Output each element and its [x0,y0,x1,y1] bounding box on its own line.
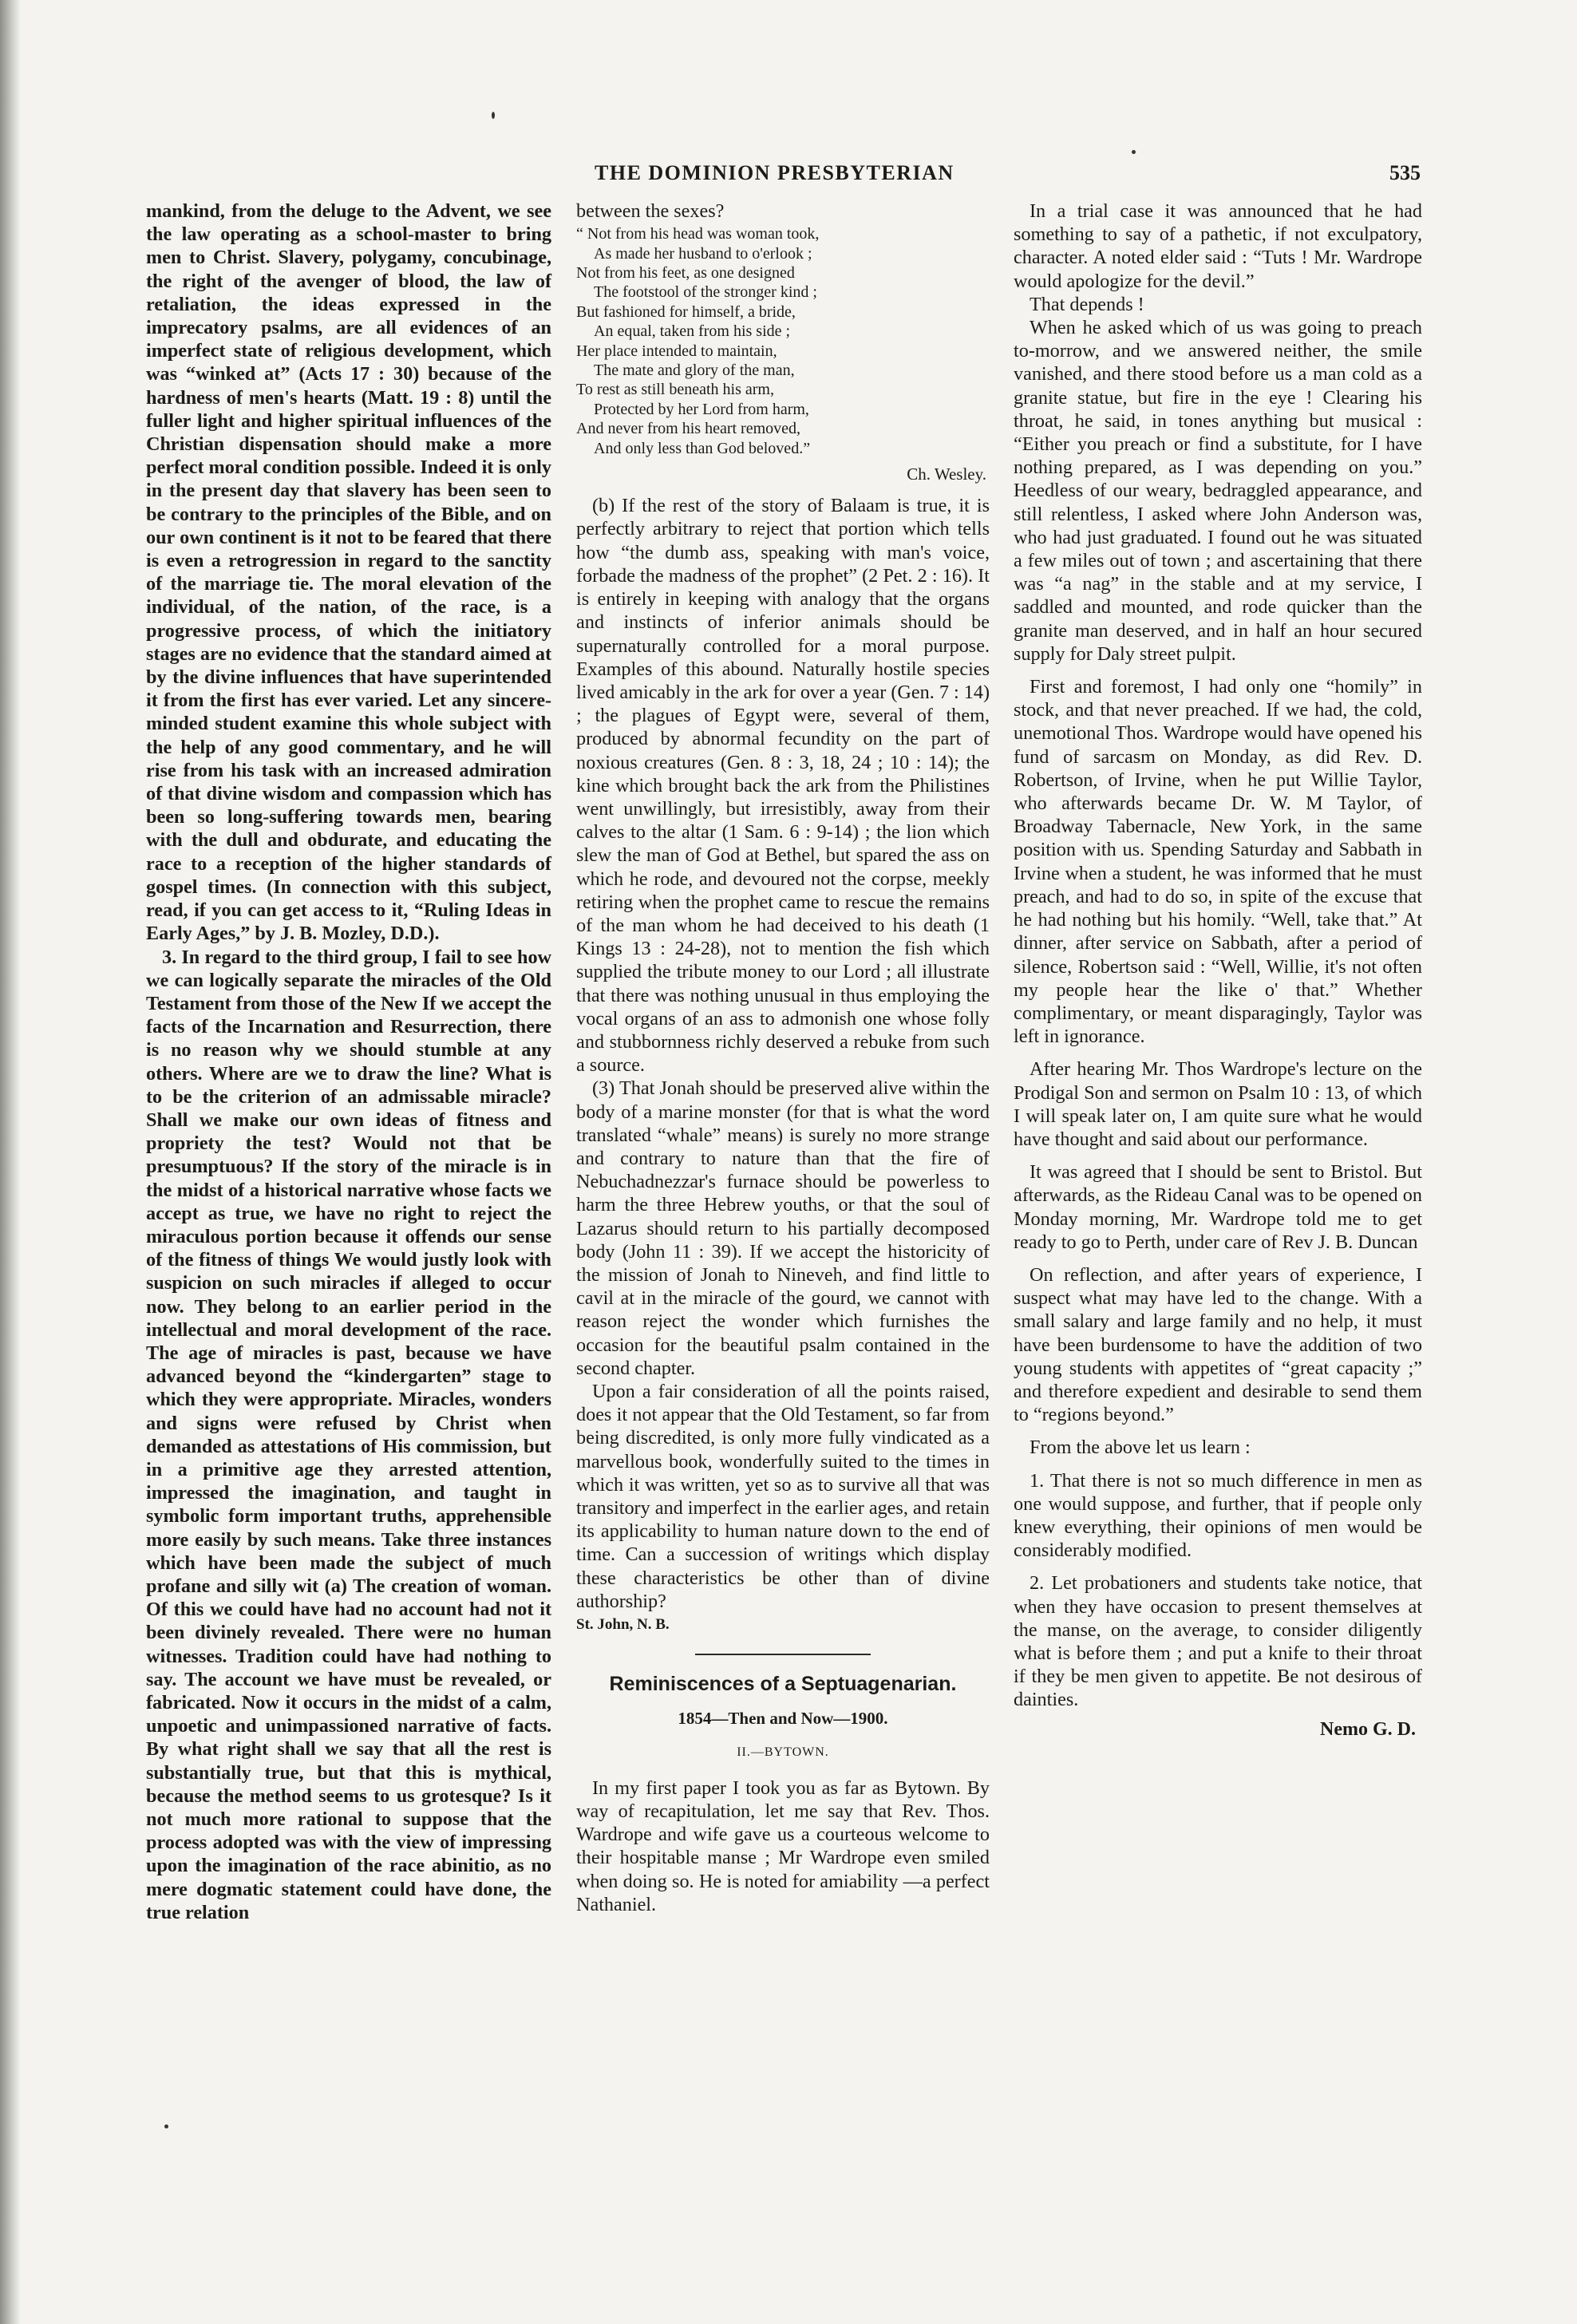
paragraph: 2. Let probationers and students take notice, that when they have occasion to present themselves at the manse, on the average, to consider diligently what is before them ; and put a knife to their throat if they be men given to appetite. Be not desirous of dainties. [1014,1572,1422,1711]
section-number: II.—BYTOWN. [737,1745,829,1759]
paragraph: (3) That Jonah should be preserved alive within the body of a marine monster (for that is what the word translated “whale” means) is surely no more strange and contrary to nature than that the fire of Nebuchadnezzar's furnace should be powerless to harm the three Hebrew youths, or that the soul of Lazarus should return to his partially decomposed body (John 11 : 39). If we accept the historicity of the mission of Jonah to Nineveh, and find little to cavil at in the miracle of the gourd, we cannot with reason reject the wonder which furnishes the occasion for the beautiful psalm contained in the second chapter. [576,1077,990,1379]
ink-speck [164,2124,168,2128]
section-subtitle: 1854—Then and Now—1900. [678,1709,888,1729]
paragraph: 1. That there is not so much difference in men as one would suppose, and further, that if people only knew everything, their opinions of men would be considerably modified. [1014,1469,1422,1562]
poem-line: Not from his feet, as one designed [576,264,795,283]
page-binding-edge [0,0,21,2324]
poem-line: As made her husband to o'erlook ; [594,244,812,263]
paragraph: First and foremost, I had only one “homily” in stock, and that never preached. If we had, the cold, unemotional Thos. Wardrope would have opened his fund of sarcasm on Monday, as did Rev. D. Robertson, of Irvine, when he put Willie Taylor, who afterwards became Dr. W. M Taylor, of Broadway Tabernacle, New York, in the same position with us. Spending Saturday and Sabbath in Irvine when a student, he was informed that he must preach, and had to do so, in spite of the excuse that he had nothing but his homily. “Well, take that.” At dinner, after service on Sabbath, after a period of silence, Robertson said : “Well, Willie, it's not often my people hear the like o' that.” Whether complimentary, or meant disparagingly, Taylor was left in ignorance. [1014,676,1422,1048]
column-2 [576,200,990,1916]
paragraph: between the sexes? [576,200,725,222]
poem-line: An equal, taken from his side ; [594,322,791,341]
poem-line: And only less than God beloved.” [594,439,811,457]
poem-line: And never from his heart removed, [576,420,801,438]
poem-line: To rest as still beneath his arm, [576,381,774,399]
paragraph: Upon a fair consideration of all the points raised, does it not appear that the Old Testament, so far from being discredited, is only more fully vindicated as a marvellous book, wonderfully suited to the times in which it was written, yet so as to survive all that was transitory and imperfect in the earlier ages, and retain its applicability to human nature down to the end of time. Can a succession of writings which display these characteristics be other than of divine authorship? [576,1381,990,1612]
paragraph: In my first paper I took you as far as Bytown. By way of recapitulation, let me say that Rev. Thos. Wardrope and wife gave us a courteous welcome to their hospitable manse ; Mr Wardrope even smiled when doing so. He is noted for amiability —a perfect Nathaniel. [576,1777,990,1915]
poem-line: The mate and glory of the man, [594,362,795,380]
paragraph: That depends ! [1030,293,1144,315]
poem-line: “ Not from his head was woman took, [576,225,820,243]
place-signoff: St. John, N. B. [576,1616,670,1634]
poem [576,224,990,458]
ink-speck [492,112,495,119]
ink-speck [1132,150,1136,154]
author-signature: Nemo G. D. [1320,1718,1416,1740]
paragraph: When he asked which of us was going to preach to-morrow, and we answered neither, the smile vanished, and there stood before us a man cold as a granite statue, but fire in the eye ! Clearing his throat, he said, in tones anything but musical : “Either you preach or find a substitute, for I have nothing prepared, as I was depending on you.” Heedless of our weary, bedraggled appearance, and still relentless, I asked where John Anderson was, who had just graduated. I found out he was situated a few miles out of town ; and ascertaining that there was “a nag” in the stable and at my service, I saddled and mounted, and rode quicker than the granite man deserved, and in half an hour secured supply for Daly street pulpit. [1014,317,1422,665]
poem-line: Her place intended to maintain, [576,342,777,360]
section-divider [695,1654,871,1655]
paragraph: It was agreed that I should be sent to Bristol. But afterwards, as the Rideau Canal was to be opened on Monday morning, Mr. Wardrope told me to get ready to go to Perth, under care of Rev J. B. Duncan [1014,1161,1422,1253]
paragraph: After hearing Mr. Thos Wardrope's lecture on the Prodigal Son and sermon on Psalm 10 : 13, of which I will speak later on, I am quite sure what he would have thought and said about our performance. [1014,1058,1422,1150]
poem-attribution: Ch. Wesley. [907,464,986,484]
running-header [144,161,1421,193]
paragraph: From the above let us learn : [1030,1437,1251,1459]
poem-line: But fashioned for himself, a bride, [576,302,796,321]
column-3 [1014,200,1422,1741]
paragraph: On reflection, and after years of experience, I suspect what may have led to the change. With a small salary and large family and no help, it must have been burdensome to have the addition of two young students with appetites of “great capacity ;” and therefore expedient and desirable to send them to “regions beyond.” [1014,1263,1422,1426]
publication-title: THE DOMINION PRESBYTERIAN [595,161,955,184]
paragraph: 3. In regard to the third group, I fail to see how we can logically separate the miracles of the Old Testament from those of the New If we accept the facts of the Incarnation and Resurrection, there is no reason why we should stumble at any others. Where are we to draw the line? What is to be the criterion of an admissable miracle? Shall we make our own ideas of fitness and propriety the test? Would not that be presumptuous? If the story of the miracle is in the midst of a historical narrative whose facts we accept as true, we have no right to reject the miraculous portion because it offends our sense of the fitness of things We would justly look with suspicion on such miracles if alleged to occur now. They belong to an earlier period in the intellectual and moral development of the race. The age of miracles is past, because we have advanced beyond the “kindergarten” stage to which they were appropriate. Miracles, wonders and signs were refused by Christ when demanded as attestations of His commission, but in a primitive age they arrested attention, impressed the imagination, and taught in symbolic form important truths, apprehensible more easily by such means. Take three instances which have been made the subject of much profane and silly wit (a) The creation of woman. Of this we could have had no account had not it been divinely revealed. There were no human witnesses. Tradition could have had nothing to say. The account we have must be revealed, or fabricated. Now it occurs in the midst of a calm, unpoetic and unimpassioned narrative of facts. By what right shall we say that all the rest is substantially true, but that this is mythical, because the method seems to us grotesque? Is it not much more rational to suppose that the process adopted was with the view of impressing upon the imagination of the race abinitio, as no mere dogmatic statement could have done, the true relation [146,946,551,1923]
paragraph: mankind, from the deluge to the Advent, we see the law operating as a school-master to bring men to Christ. Slavery, polygamy, concubinage, the right of the avenger of blood, the law of retaliation, the ideas expressed in the imprecatory psalms, are all evidences of an imperfect state of religious development, which was “winked at” (Acts 17 : 30) because of the hardness of men's hearts (Matt. 19 : 8) until the fuller light and higher spiritual influences of the Christian dispensation should make a more perfect moral condition possible. Indeed it is only in the present day that slavery has been seen to be contrary to the principles of the Bible, and on our own continent is it not to be feared that there is even a retrogression in regard to the sanctity of the marriage tie. The moral elevation of the individual, of the nation, of the race, is a progressive process, of which the initiatory stages are no evidence that the standard aimed at by the divine influences that have superintended it from the first has ever varied. Let any sincere-minded student examine this whole subject with the help of any good commentary, and he will rise from his task with an increased admiration of that divine wisdom and compassion which has been so long-suffering towards men, bearing with the dull and obdurate, and educating the race to a reception of the higher standards of gospel times. (In connection with this subject, read, if you can get access to it, “Ruling Ideas in Early Ages,” by J. B. Mozley, D.D.). [146,200,551,945]
section-title: Reminiscences of a Septuagenarian. [609,1673,957,1696]
paragraph: (b) If the rest of the story of Balaam is true, it is perfectly arbitrary to reject that portion which tells how “the dumb ass, speaking with man's voice, forbade the madness of the prophet” (2 Pet. 2 : 16). It is entirely in keeping with analogy that the organs and instincts of inferior animals should be supernaturally controlled for a moral purpose. Examples of this abound. Naturally hostile species lived amicably in the ark for over a year (Gen. 7 : 14) ; the plagues of Egypt were, several of them, produced by abnormal fecundity on the part of noxious creatures (Gen. 8 : 3, 18, 24 ; 10 : 14); the kine which brought back the ark from the Philistines went unwillingly, but irresistibly, away from their calves to the altar (1 Sam. 6 : 9-14) ; the lion which slew the man of God at Bethel, but spared the ass on which he rode, and devoured not the corpse, meekly retiring when the prophet came to rescue the remains of the man whom he had deceived to his death (1 Kings 13 : 24-28), not to mention the fish which supplied the tribute money to our Lord ; all illustrate that there was nothing unusual in thus employing the vocal organs of an ass to admonish one whose folly and stubbornness richly deserved a rebuke from such a source. [576,495,990,1077]
paragraph: In a trial case it was announced that he had something to say of a pathetic, if not exculpatory, character. A noted elder said : “Tuts ! Mr. Wardrope would apologize for the devil.” [1014,200,1422,292]
poem-line: The footstool of the stronger kind ; [594,283,817,302]
column-1 [146,200,551,1924]
page-number: 535 [1389,161,1421,184]
poem-line: Protected by her Lord from harm, [594,400,809,418]
